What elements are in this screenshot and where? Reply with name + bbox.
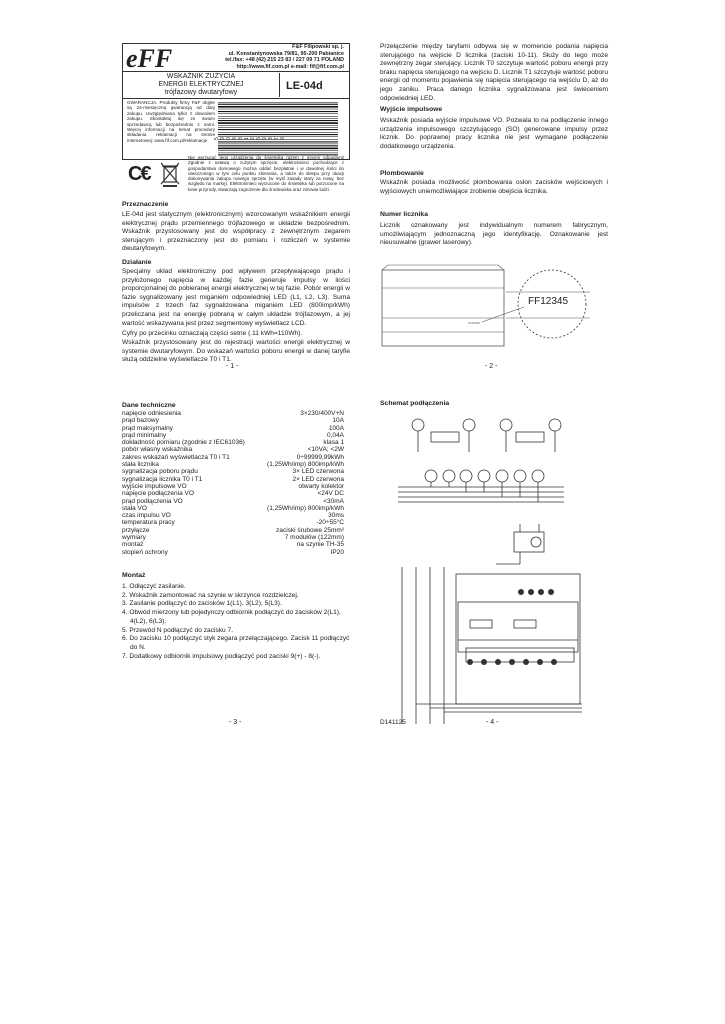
spec-table — [122, 410, 344, 556]
spec-row — [122, 417, 344, 424]
spec-value: 7 modułów (122mm) — [284, 534, 344, 542]
spec-row — [122, 425, 344, 432]
montaz-step: 1. Odłączyć zasilanie. — [122, 583, 186, 590]
spec-row — [122, 483, 344, 490]
spec-label: czas impulsu VO — [122, 512, 171, 520]
spec-value: 2× LED czerwona — [292, 475, 344, 483]
spec-label: dokładność pomiaru (zgodnie z IEC61036) — [122, 439, 245, 447]
barcode-bar — [218, 144, 338, 145]
meter-serial-drawing — [378, 262, 618, 354]
spec-value: -20÷55°C — [316, 519, 344, 527]
text-dzialanie-2: Cyfry po przecinku oznaczają części setne (.11 kWh=110Wh). — [122, 330, 303, 337]
barcode-bar — [218, 134, 338, 135]
spec-value: na szynie TH-35 — [296, 541, 344, 549]
spec-row — [122, 476, 344, 483]
spec-value: 3×230/400V+N — [300, 410, 344, 417]
montaz-step: 5. Przewód N podłączyć do zacisku 7. — [122, 626, 234, 634]
spec-label: montaż — [122, 541, 144, 549]
title-bottom-line — [122, 98, 350, 99]
barcode-bar — [218, 150, 338, 151]
page-number-1: - 1 - — [226, 363, 239, 370]
spec-label: napięcie podłączenia VO — [122, 490, 194, 498]
spec-value: 10A — [332, 417, 344, 425]
spec-value: (1,25Wh/imp) 800imp/kWh — [267, 461, 344, 469]
wiring-diagram — [376, 412, 586, 730]
spec-row — [122, 410, 344, 417]
spec-label: prąd bazowy — [122, 417, 159, 425]
spec-label: przyłącze — [122, 526, 150, 534]
header-divider — [122, 71, 350, 72]
heading-dzialanie: Działanie — [122, 259, 152, 266]
spec-row — [122, 549, 344, 556]
text-numer-licznika: Licznik oznakowany jest indywidualnym numerem fabrycznym, umożliwiającym jednoznaczną jego identyfikację. Oznakowanie jest nieusuwalne (grawer laserowy). — [380, 222, 608, 247]
barcode — [218, 100, 346, 158]
spec-row — [122, 534, 344, 541]
text-przeznaczenie: LE-04d jest statycznym (elektronicznym) wzorcowanym wskaźnikiem energii elektrycznej prądu przemiennego trójfazowego w układzie bezpośrednim. Wskaźnik przystosowany jest do współpracy z zewnętrznym zegarem sterującym i przeznaczony jest do pomiaru i rozliczeń w systemie dwutaryfowym. — [122, 211, 350, 253]
page-number-3: - 3 - — [229, 719, 242, 726]
spec-row — [122, 519, 344, 526]
spec-label: wymiary — [122, 534, 146, 542]
heading-plombowanie: Plombowanie — [380, 170, 424, 177]
spec-row — [122, 490, 344, 497]
spec-row — [122, 512, 344, 519]
page-number-4: - 4 - — [486, 719, 499, 726]
barcode-bar — [218, 111, 338, 112]
spec-row — [122, 432, 344, 439]
spec-value: otwarty kolektor — [298, 482, 344, 490]
montaz-step: 4. Obwód mierzony lub pojedynczy odbiornik podłączyć do zacisków 2(L1), 4(L2), 6(L3). — [122, 609, 341, 625]
spec-value: zaciski śrubowe 25mm² — [276, 526, 344, 534]
warranty-text: GWARANCJA. Produkty firmy F&F objęte są 24-miesięczną gwarancją od daty zakupu. Uwzględniana tylko z dowodem zakupu. Skontaktuj się ze swoim sprzedawcą lub bezpośrednio z nami. Więcej informacji na temat procedury składania reklamacji na stronie internetowej: www.fif.com.pl/reklamacje — [127, 100, 215, 143]
text-plombowanie: Wskaźnik posiada możliwość plombowania osłon zacisków wejściowych i wyjściowych uniemożliwiające zrobienie obejścia licznika. — [380, 179, 608, 195]
spec-value: (1,25Wh/imp) 800imp/kWh — [267, 504, 344, 512]
spec-label: stopień ochrony — [122, 548, 168, 556]
spec-label: temperatura pracy — [122, 519, 175, 527]
ce-mark-icon: C€ — [128, 163, 150, 185]
serial-number: FF12345 — [528, 296, 569, 307]
barcode-bar — [218, 109, 338, 110]
text-dzialanie-3: Wskaźnik przystosowany jest do rejestracji wartości energii elektrycznej w systemie dwutaryfowym. Do wskazań wartości poboru energii w danej taryfie służą oddzielne wyświetlacze T0 i T1. — [122, 339, 350, 364]
barcode-bar — [218, 129, 338, 130]
montaz-step: 2. Wskaźnik zamontować na szynie w skrzynce rozdzielczej. — [122, 591, 299, 599]
spec-row — [122, 468, 344, 475]
spec-label: stała VO — [122, 504, 147, 512]
spec-value: <24V DC — [317, 490, 344, 498]
spec-label: sygnalizacja poboru prądu — [122, 468, 198, 476]
barcode-bar — [218, 104, 338, 105]
barcode-bar — [218, 141, 338, 142]
title-divider — [279, 73, 280, 97]
weee-bin-icon — [159, 160, 181, 188]
spec-label: pobór własny wskaźnika — [122, 446, 193, 454]
spec-label: wyjście impulsowe VO — [122, 482, 187, 490]
page-number-2: - 2 - — [485, 363, 498, 370]
barcode-bar — [218, 127, 338, 128]
spec-row — [122, 439, 344, 446]
spec-row — [122, 454, 344, 461]
heading-numer-licznika: Numer licznika — [380, 211, 428, 218]
barcode-bar — [218, 113, 338, 114]
barcode-bar — [218, 122, 338, 124]
barcode-bar — [218, 106, 338, 108]
barcode-bar — [218, 148, 338, 150]
barcode-bar — [218, 116, 338, 117]
spec-label: napięcie odniesienia — [122, 410, 181, 417]
company-web: http://www.fif.com.pl e-mail: fif@fif.com.pl — [236, 63, 344, 70]
barcode-bar — [218, 125, 338, 126]
text-taryfy: Przełączenie między taryfami odbywa się w momencie podania napięcia sterującego na wejście D licznika (zaciski 10-11). Służy do tego może zewnętrzny zegar sterujący. Licznik T0 szczytuje wartość poboru energii przy braku napięcia sterującego na wejściu D. Licznik T1 szczytuje wartość poboru energii od momentu pojawienia się napięcia sterującego na wejściu D, aż do jego zaniku. Praca danego licznika sygnalizowana jest świeceniem odpowiedniej LED. — [380, 43, 608, 102]
company-logo: eFF — [126, 44, 173, 73]
disposal-text: Nie wyrzucać tego urządzenia do śmietnika razem z innymi odpadami! Zgodnie z ustawą o zużytym sprzęcie, elektrośmieci pochodzące z gospodarstwa domowego można oddać bezpłatnie i w dowolnej ilości do utworzonego w tym celu punktu zbierania, a także do sklepu przy okazji dokonywania zakupu nowego sprzętu (w myśl zasady stary za nowy, bez względu na markę). Elektrośmieci wyrzucone do śmietnika lub porzucone na łonie przyrody, stwarzają zagrożenie dla środowiska oraz zdrowia ludzi. — [188, 155, 344, 192]
heading-przeznaczenie: Przeznaczenie — [122, 201, 169, 208]
spec-value: 100A — [328, 424, 344, 432]
spec-value: 3× LED czerwona — [292, 468, 344, 476]
heading-schemat: Schemat podłączenia — [380, 400, 450, 407]
barcode-bar — [218, 102, 338, 103]
spec-row — [122, 461, 344, 468]
montaz-step: 3. Zasilanie podłączyć do zacisków 1(L1), 3(L2), 5(L3). — [122, 600, 282, 608]
spec-label: prąd minimalny — [122, 431, 167, 439]
product-title: WSKAŹNIK ZUŻYCIA ENERGII ELEKTRYCZNEJ trójfazowy dwutaryfowy — [158, 73, 244, 97]
text-wyjscie-impulsowe: Wskaźnik posiada wyjście impulsowe VO. Pozwala to na podłączenie innego urządzenia impulsowego szczytującego (SO) generowane impulsy przez licznik. Do poprawnej pracy licznika nie jest wymagane podłączenie dodatkowego urządzenia. — [380, 117, 608, 150]
spec-value: klasa 1 — [323, 439, 344, 447]
spec-value: 0÷99999,99kWh — [296, 453, 344, 461]
montaz-step: 6. Do zacisku 10 podłączyć styk zegara przełączającego. Zacisk 11 podłączyć do N. — [122, 635, 350, 651]
svg-text:FF12345: FF12345 — [468, 321, 481, 325]
company-phone: tel./fax: +48 (42) 215 23 83 / 227 09 71 POLAND — [225, 57, 344, 64]
spec-value: 0,04A — [327, 431, 344, 439]
heading-wyjscie-impulsowe: Wyjście impulsowe — [380, 106, 443, 113]
text-dzialanie-1: Specjalny układ elektroniczny pod wpływem przepływającego prądu i przyłożonego napięcia w każdej fazie generuje impulsy w ilości proporcjonalnej do pobieranej energii elektrycznej w tej fazie. Pobór energii w fazie sygnalizowany jest miganiem odpowiedniej LED (L1, L2, L3). Suma impulsów z trzech faz sygnalizowana miganiem LED (800imp/kWh) przeliczana jest na energię pobraną w całym układzie trójfazowym, a jej wartość wskazywana jest przez segmentowy wyświetlacz LCD. — [122, 268, 350, 327]
spec-value: <30mA — [323, 497, 344, 505]
barcode-bar — [218, 145, 338, 146]
company-contact — [192, 44, 344, 70]
heading-montaz: Montaż — [122, 572, 146, 579]
spec-label: sygnalizacja licznika T0 i T1 — [122, 475, 203, 483]
spec-label: prąd maksymalny — [122, 424, 173, 432]
barcode-bar — [218, 118, 338, 119]
spec-row — [122, 446, 344, 453]
barcode-bar — [218, 153, 338, 154]
spec-row — [122, 527, 344, 534]
spec-row — [122, 505, 344, 512]
diagram-code: D141125 — [380, 719, 406, 726]
montaz-step: 7. Dodatkowy odbiornik impulsowy podłączyć pod zaciski 9(+) - 8(-). — [122, 652, 321, 660]
montaz-list — [122, 583, 350, 661]
spec-value: <10VA; <2W — [307, 446, 344, 454]
company-name: F&F Filipowski sp. j. — [292, 44, 344, 50]
spec-row — [122, 498, 344, 505]
company-address: ul. Konstantynowska 79/81, 95-200 Pabianice — [228, 50, 344, 57]
heading-dane-techniczne: Dane techniczne — [122, 402, 176, 409]
spec-label: zakres wskazań wyświetlacza T0 i T1 — [122, 453, 230, 461]
spec-value: 30ms — [328, 512, 344, 520]
barcode-bar — [218, 120, 338, 121]
spec-row — [122, 541, 344, 548]
spec-value: IP20 — [330, 548, 344, 556]
spec-label: stała licznika — [122, 461, 159, 469]
spec-label: prąd podłączenia VO — [122, 497, 183, 505]
barcode-bar — [218, 132, 338, 133]
model-name: LE-04d — [286, 80, 323, 92]
